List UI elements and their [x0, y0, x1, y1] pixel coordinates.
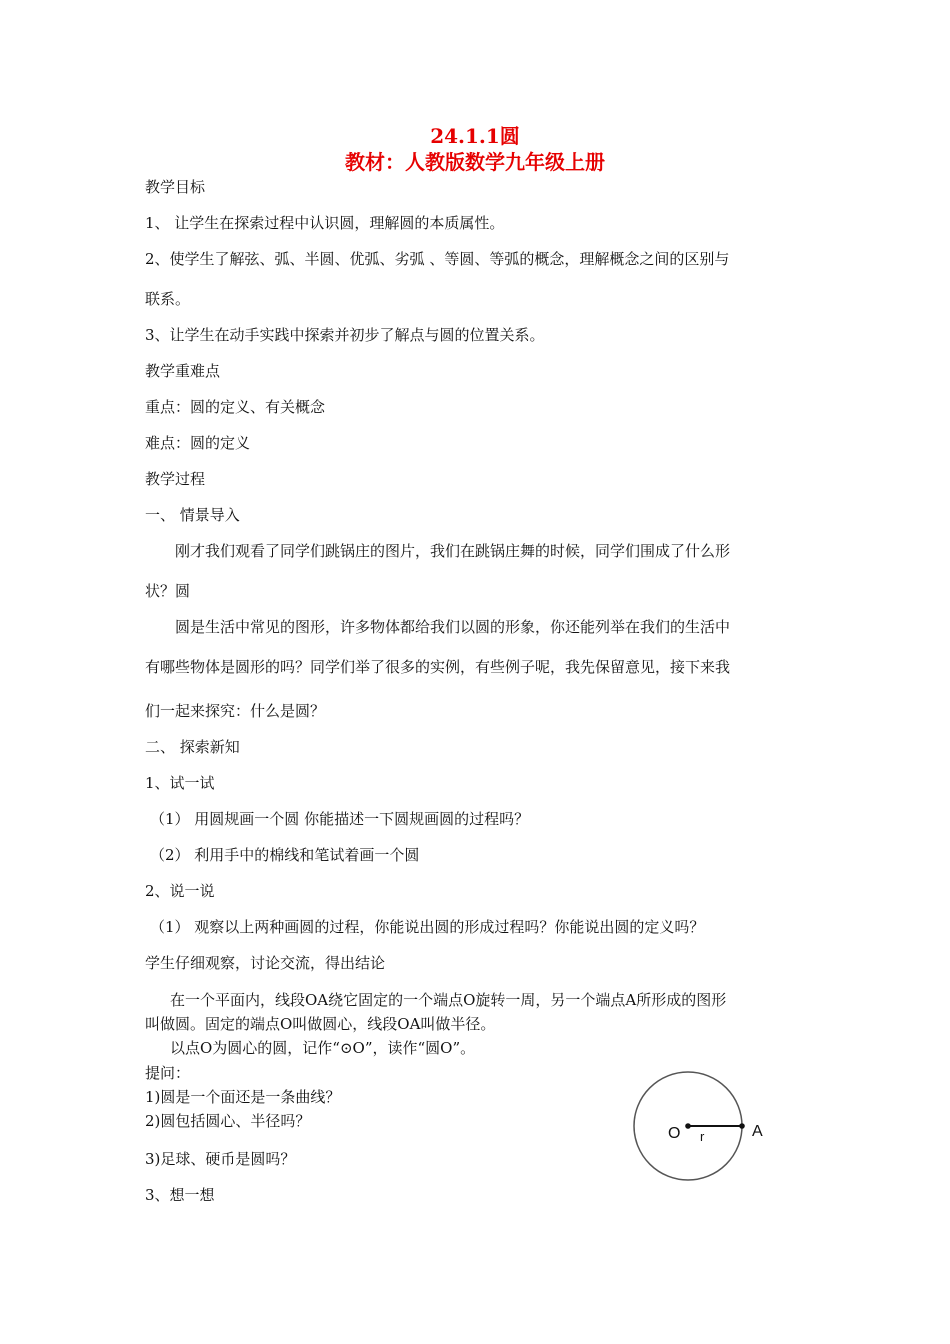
document-title: 24.1.1圆: [430, 124, 520, 148]
question-2: 2)圆包括圆心、半径吗？: [145, 1112, 311, 1130]
question-1: 1)圆是一个面还是一条曲线？: [145, 1088, 341, 1106]
section-1-heading: 一、 情景导入: [145, 506, 240, 524]
goals-heading: 教学目标: [145, 178, 206, 196]
goal-item-2: 2、使学生了解弦、弧、半圆、优弧、劣弧 、等圆、等弧的概念，理解概念之间的区别与: [145, 250, 730, 268]
intro-paragraph-2: 圆是生活中常见的图形，许多物体都给我们以圆的形象，你还能列举在我们的生活中: [175, 618, 731, 636]
goal-item-1: 1、 让学生在探索过程中认识圆，理解圆的本质属性。: [145, 214, 505, 232]
process-heading: 教学过程: [145, 470, 206, 488]
point-a-label: A: [752, 1123, 763, 1140]
point-a: [739, 1123, 745, 1129]
question-3: 3)足球、硬币是圆吗？: [145, 1150, 296, 1168]
circle-definition: 在一个平面内，线段OA绕它固定的一个端点O旋转一周，另一个端点A所形成的图形: [170, 991, 727, 1009]
think-heading: 3、想一想: [145, 1186, 215, 1204]
try-heading: 1、试一试: [145, 774, 215, 792]
say-item-1: （1） 观察以上两种画圆的过程，你能说出圆的形成过程吗？你能说出圆的定义吗？: [150, 918, 705, 936]
difficult-point: 难点：圆的定义: [145, 434, 251, 452]
ask-heading: 提问：: [145, 1064, 191, 1082]
center-point: [685, 1123, 691, 1129]
try-item-2: （2） 利用手中的棉线和笔试着画一个圆: [150, 846, 420, 864]
goal-item-2-continued: 联系。: [145, 290, 191, 308]
intro-paragraph-1: 刚才我们观看了同学们跳锅庄的图片，我们在跳锅庄舞的时候，同学们围成了什么形: [175, 542, 731, 560]
textbook-subtitle: 教材：人教版数学九年级上册: [345, 150, 605, 174]
key-points-heading: 教学重难点: [145, 362, 221, 380]
say-heading: 2、说一说: [145, 882, 215, 900]
circle-notation: 以点O为圆心的圆，记作“⊙O”，读作“圆O”。: [170, 1039, 476, 1057]
circle-definition-continued: 叫做圆。固定的端点O叫做圆心，线段OA叫做半径。: [145, 1015, 496, 1033]
radius-label: r: [700, 1129, 705, 1144]
center-label: O: [668, 1125, 681, 1142]
intro-paragraph-2-line-3: 们一起来探究：什么是圆？: [145, 702, 326, 720]
circle-figure: [630, 1066, 772, 1186]
intro-paragraph-1-continued: 状？圆: [145, 582, 191, 600]
goal-item-3: 3、让学生在动手实践中探索并初步了解点与圆的位置关系。: [145, 326, 545, 344]
intro-paragraph-2-line-2: 有哪些物体是圆形的吗？同学们举了很多的实例，有些例子呢，我先保留意见，接下来我: [145, 658, 731, 676]
observe-text: 学生仔细观察，讨论交流，得出结论: [145, 954, 386, 972]
key-point: 重点：圆的定义、有关概念: [145, 398, 326, 416]
try-item-1: （1） 用圆规画一个圆 你能描述一下圆规画圆的过程吗？: [150, 810, 530, 828]
section-2-heading: 二、 探索新知: [145, 738, 240, 756]
